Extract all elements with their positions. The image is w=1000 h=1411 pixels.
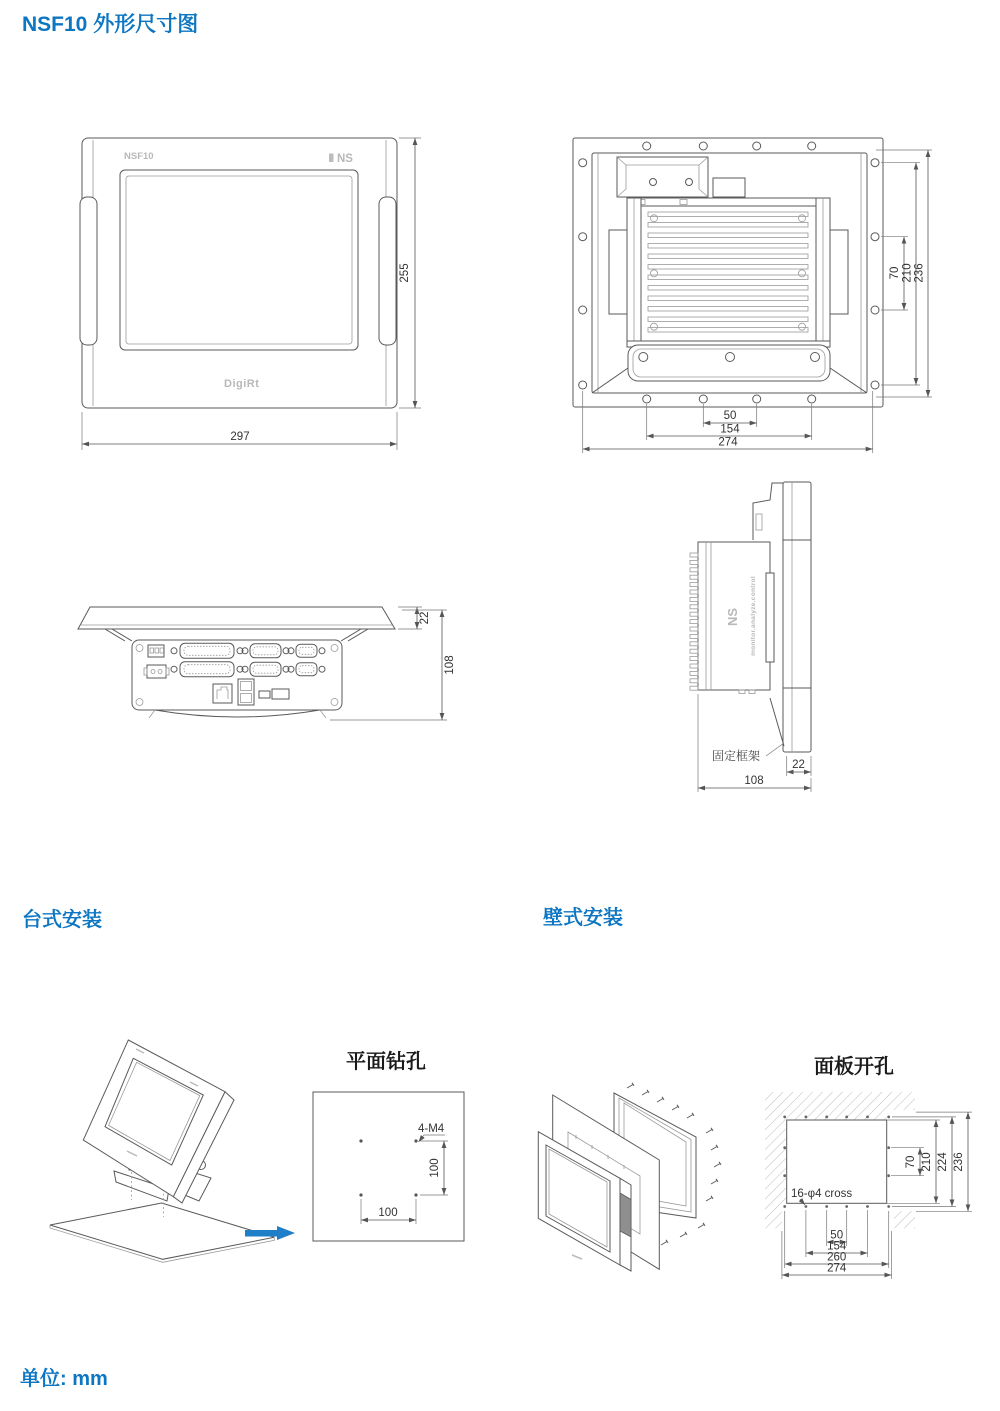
wall-mount-drawing [530,1085,770,1320]
panel-cutout-drawing [760,1085,995,1300]
tilted-panel [83,1040,234,1203]
svg-text:224: 224 [937,1152,949,1172]
svg-text:274: 274 [827,1262,847,1275]
drill-plan-drawing [305,1085,475,1260]
panel-cutout-heading: 面板开孔 [814,1056,894,1078]
svg-text:236: 236 [953,1152,965,1172]
wall-mount-heading: 壁式安装 [543,907,623,929]
svg-text:100: 100 [429,1158,441,1178]
side-top-bracket [753,483,783,540]
svg-text:255: 255 [399,263,411,283]
side-brand-logo: NS [725,607,740,627]
side-bezel [783,482,811,752]
unit-label: 单位: mm [20,1368,108,1390]
svg-text:4-M4: 4-M4 [418,1123,445,1135]
svg-text:108: 108 [444,655,456,675]
svg-text:210: 210 [901,263,914,283]
svg-text:22: 22 [419,611,431,625]
front-dim-width [82,412,397,450]
svg-text:100: 100 [378,1207,398,1219]
side-body [698,542,784,746]
svg-text:210: 210 [921,1152,933,1172]
svg-text:260: 260 [827,1251,847,1264]
side-heatsink-fins [690,553,698,690]
front-panel-edge [78,607,395,629]
svg-text:NS: NS [337,153,353,165]
svg-text:70: 70 [905,1155,917,1169]
bottom-view-drawing [50,590,480,760]
svg-text:50: 50 [723,410,737,422]
support-arms [105,629,368,641]
desk-mount-drawing [30,1020,320,1290]
right-grip [379,197,396,345]
svg-text:22: 22 [792,759,805,771]
svg-text:70: 70 [889,266,901,280]
left-grip [80,197,97,345]
side-view-drawing [640,470,920,815]
front-bottom-brand: DigiRt [224,378,260,390]
fixing-frame-label [712,743,784,763]
svg-text:154: 154 [720,423,740,436]
svg-text:108: 108 [744,775,764,787]
svg-text:236: 236 [913,263,926,283]
svg-text:50: 50 [830,1229,844,1242]
side-tagline: monitor.analyze.control [750,576,757,656]
rear-view-drawing [560,120,980,465]
front-view-drawing [60,120,450,465]
drill-plan-heading: 平面钻孔 [346,1051,426,1073]
side-dim-22 [787,756,811,776]
svg-text:297: 297 [230,431,250,443]
front-model-label: NSF10 [124,151,154,162]
front-dim-height [399,138,421,408]
svg-text:274: 274 [718,436,738,449]
page-title: NSF10 外形尺寸图 [22,13,199,36]
desk-mount-heading: 台式安装 [22,909,102,931]
svg-text:16-φ4 cross: 16-φ4 cross [791,1188,853,1200]
base-board [50,1203,274,1262]
svg-text:固定框架: 固定框架 [712,749,761,763]
svg-text:154: 154 [827,1240,847,1253]
front-body [80,138,397,408]
